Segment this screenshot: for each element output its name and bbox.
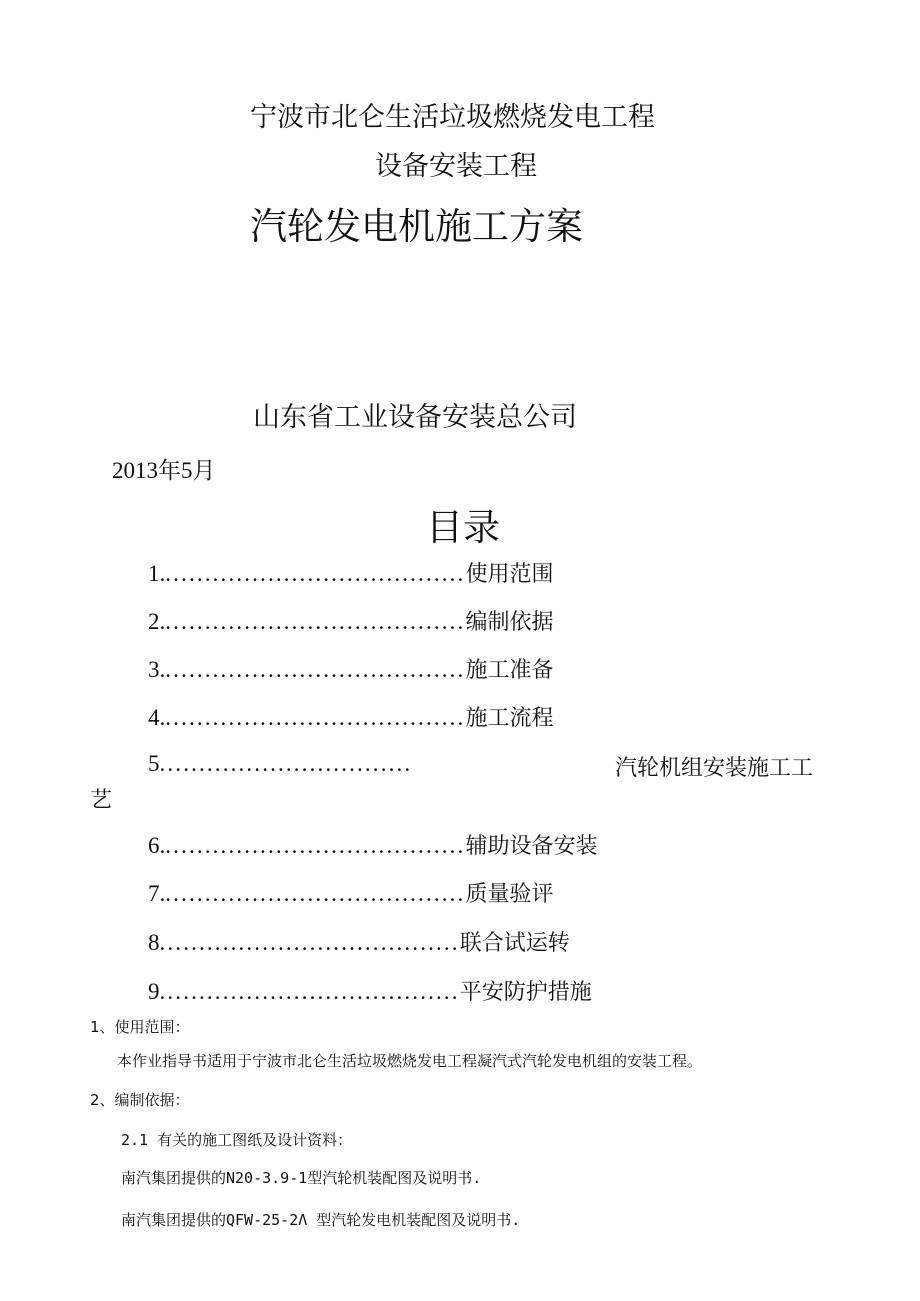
section-heading-basis: 2、编制依据： (90, 1091, 190, 1109)
toc-entry[interactable] (148, 926, 570, 957)
toc-number: 7. (148, 881, 166, 906)
toc-dots: ...................................... (165, 705, 466, 730)
toc-dots: ...................................... (165, 609, 466, 634)
toc-dots: ...................................... (159, 979, 460, 1004)
toc-label-continuation (90, 783, 112, 814)
toc-label: 平安防护措施 (459, 980, 592, 1005)
toc-entry[interactable] (148, 653, 553, 684)
toc-number: 9 (148, 979, 160, 1004)
company-name: 山东省工业设备安装总公司 (253, 402, 577, 433)
toc-number: 3. (148, 657, 166, 682)
toc-entry[interactable] (148, 829, 597, 860)
toc-title: 目录 (426, 506, 500, 549)
toc-number: 5 (148, 751, 160, 776)
toc-dots: ...................................... (165, 561, 466, 586)
toc-label: 编制依据 (465, 610, 554, 635)
toc-label[interactable] (615, 751, 813, 782)
toc-label-text: 汽轮机组安装施工工 (615, 756, 814, 781)
toc-dots: ...................................... (165, 881, 466, 906)
toc-dots: ................................ (159, 751, 413, 776)
toc-entry[interactable] (148, 605, 553, 636)
plan-title: 汽轮发电机施工方案 (250, 205, 583, 248)
toc-number: 4. (148, 705, 166, 730)
toc-dots: ...................................... (165, 833, 466, 858)
scope-paragraph: 本作业指导书适用于宁波市北仑生活垃圾燃烧发电工程凝汽式汽轮发电机组的安装工程。 (117, 1052, 703, 1070)
toc-label: 质量验评 (465, 882, 554, 907)
toc-label: 联合试运转 (459, 931, 570, 956)
toc-entry[interactable] (148, 751, 412, 777)
toc-label-text: 艺 (90, 788, 113, 813)
toc-dots: ...................................... (165, 657, 466, 682)
document-date: 2013年5月 (112, 458, 216, 483)
subsection-heading: 2.1 有关的施工图纸及设计资料： (121, 1131, 353, 1149)
toc-entry[interactable] (148, 557, 553, 588)
toc-entry[interactable] (148, 701, 553, 732)
toc-label: 使用范围 (465, 562, 554, 587)
reference-item: 南汽集团提供的N20-3.9-1型汽轮机装配图及说明书. (121, 1169, 482, 1187)
reference-item: 南汽集团提供的QFW-25-2Λ 型汽轮发电机装配图及说明书. (121, 1211, 521, 1229)
toc-dots: ...................................... (159, 930, 460, 955)
toc-label: 施工流程 (465, 706, 554, 731)
project-title: 宁波市北仑生活垃圾燃烧发电工程 (250, 102, 655, 133)
toc-number: 2. (148, 609, 166, 634)
sub-title: 设备安装工程 (375, 151, 537, 182)
toc-entry[interactable] (148, 975, 592, 1006)
section-heading-scope: 1、使用范围： (90, 1018, 190, 1036)
toc-label: 辅助设备安装 (465, 834, 598, 859)
toc-number: 8 (148, 930, 160, 955)
toc-label: 施工准备 (465, 658, 554, 683)
toc-number: 6. (148, 833, 166, 858)
toc-number: 1. (148, 561, 166, 586)
toc-entry[interactable] (148, 877, 553, 908)
